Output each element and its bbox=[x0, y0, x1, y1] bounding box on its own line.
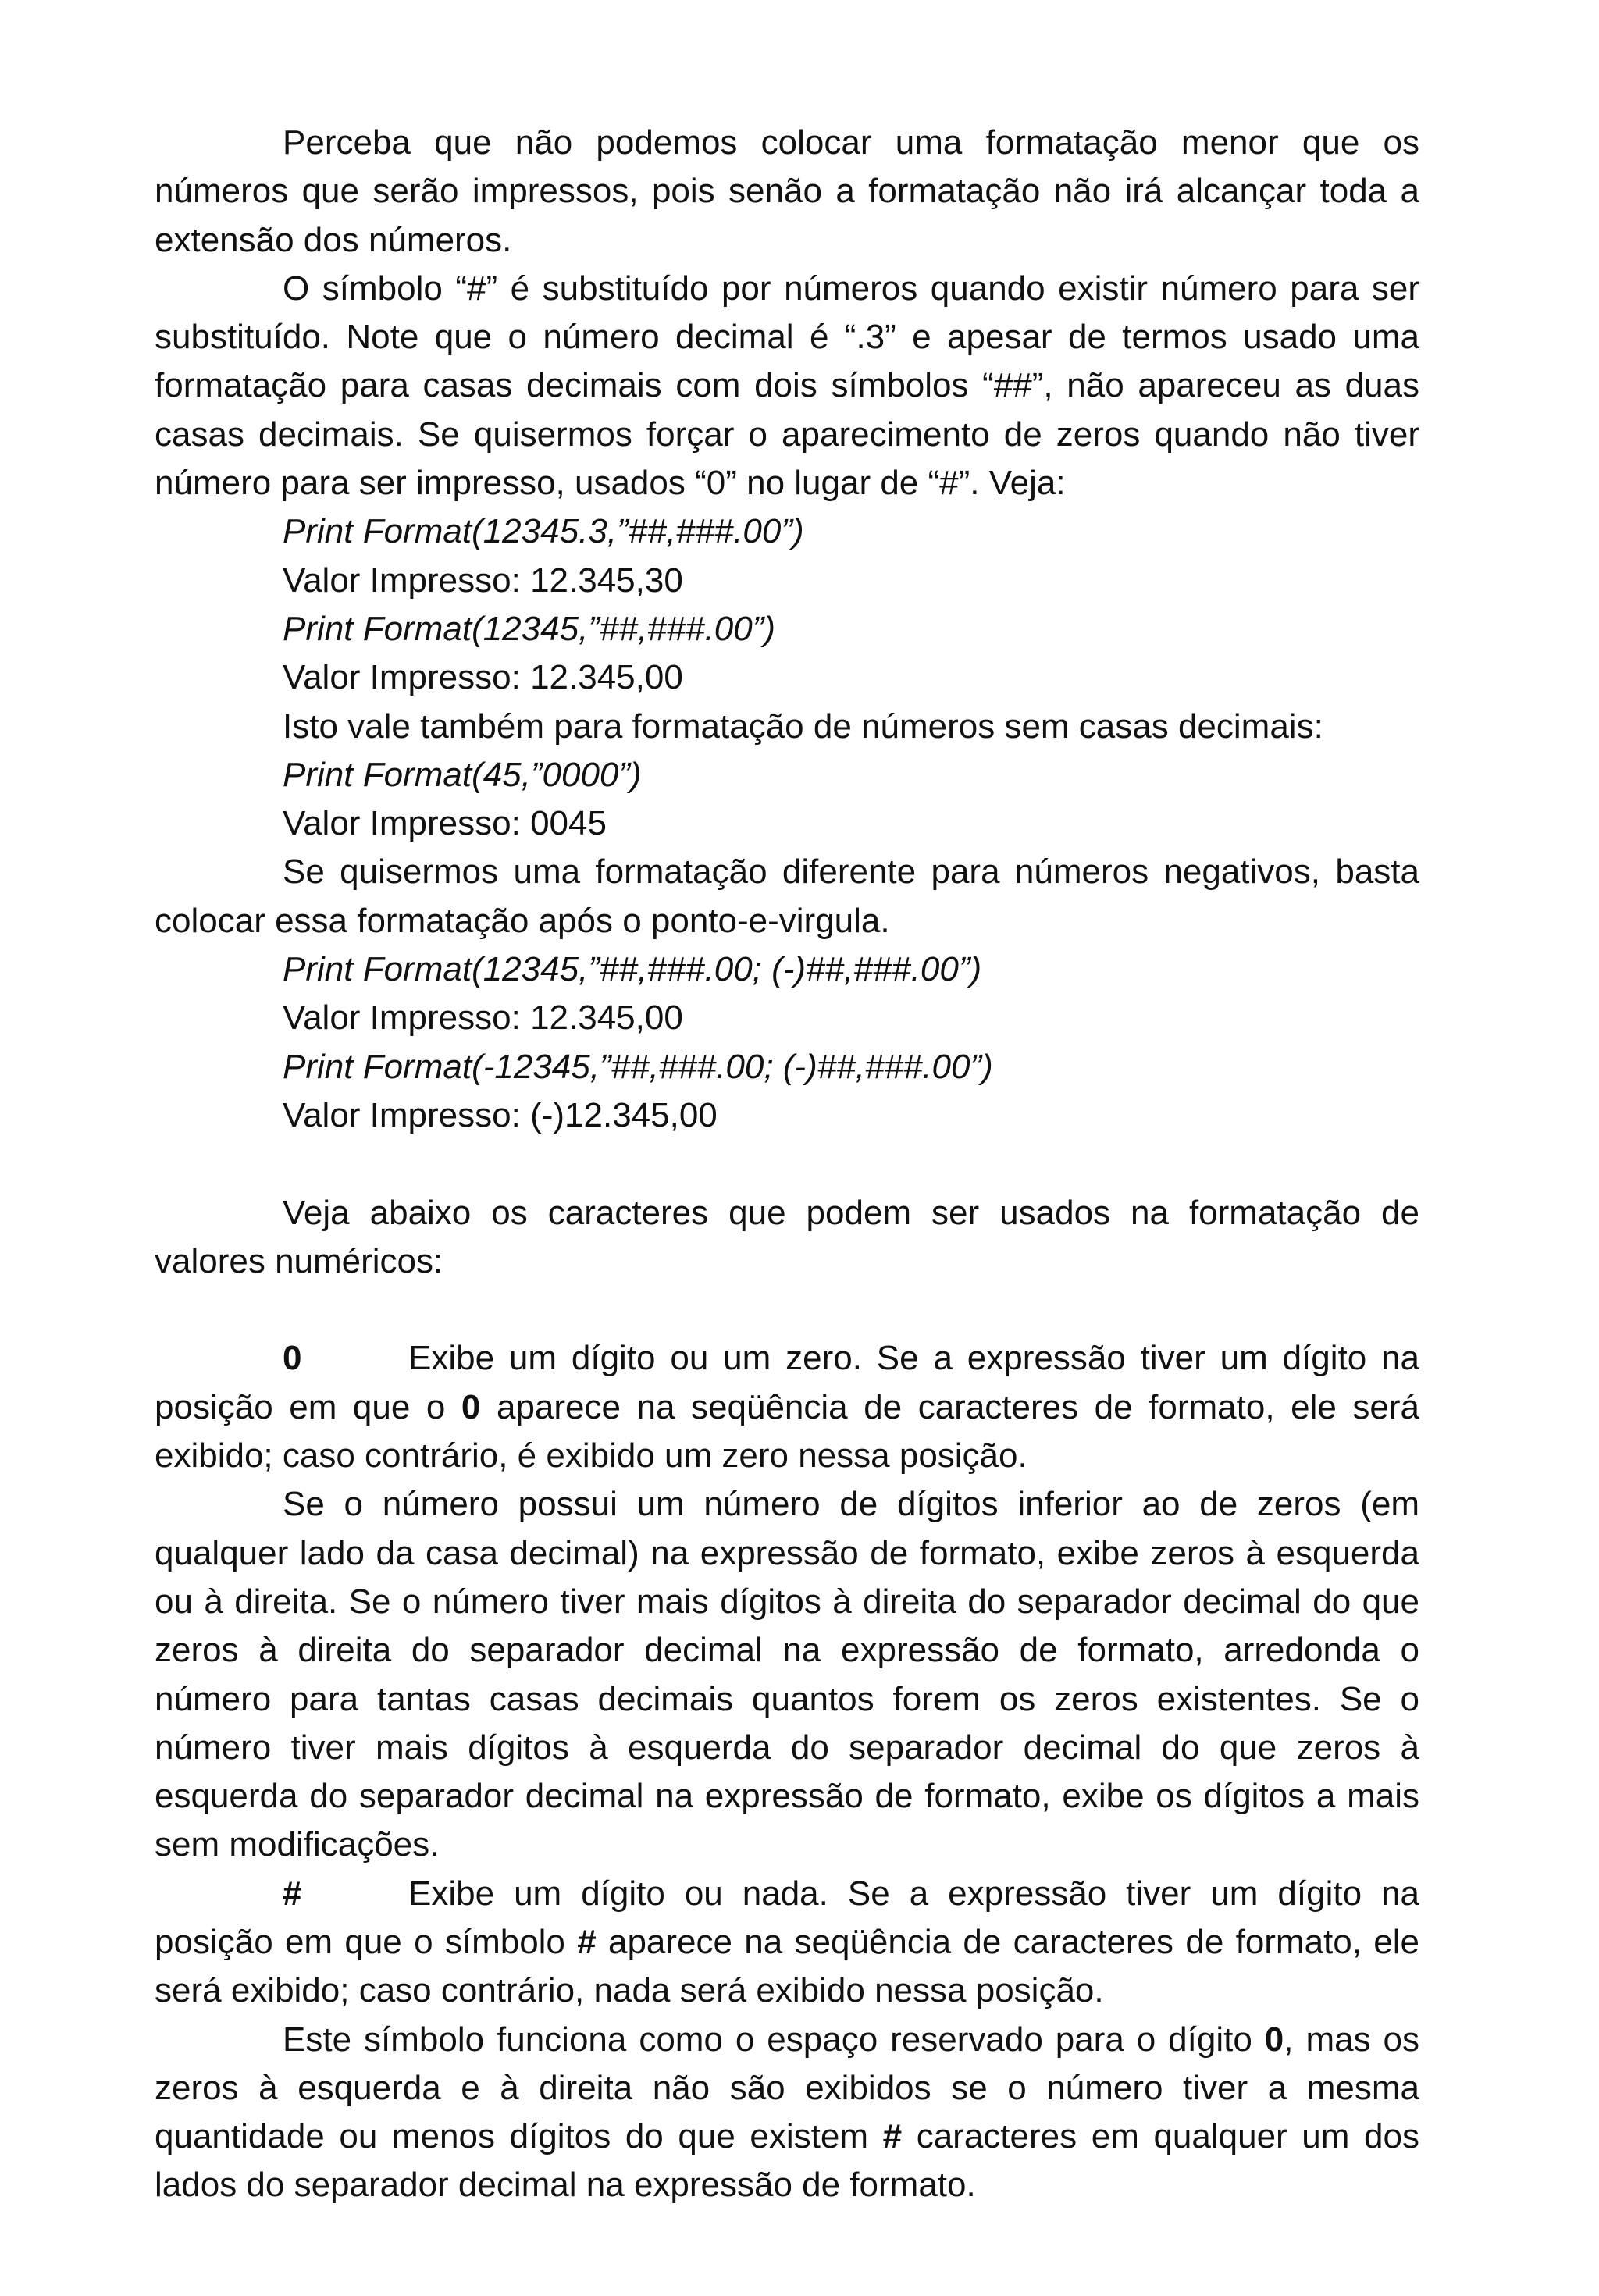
paragraph-hash-detail: Este símbolo funciona como o espaço reservado para o dígito 0, mas os zeros à esquerda e à direita não são exibidos se o número tiver a mesma quantidade ou menos dígitos do que existem # caracteres em qualquer um dos lados do separador decimal na expressão de formato. bbox=[155, 2020, 1419, 2205]
note-integers: Isto vale também para formatação de números sem casas decimais: bbox=[283, 707, 1323, 746]
paragraph-format-size: Perceba que não podemos colocar uma formatação menor que os números que serão impressos, pois senão a formatação não irá alcançar toda a extensão dos números. bbox=[155, 123, 1419, 259]
symbol-hash: # bbox=[283, 1874, 302, 1913]
code-example: Print Format(12345,”##,###.00; (-)##,###.00”) bbox=[283, 950, 982, 989]
example-result: Valor Impresso: 0045 bbox=[283, 804, 607, 843]
code-example: Print Format(12345.3,”##,###.00”) bbox=[283, 512, 804, 551]
paragraph-negative-format: Se quisermos uma formatação diferente para números negativos, basta colocar essa formatação após o ponto-e-virgula. bbox=[155, 853, 1419, 940]
code-example: Print Format(45,”0000”) bbox=[283, 755, 642, 794]
example-result: Valor Impresso: 12.345,30 bbox=[283, 561, 683, 600]
example-result: Valor Impresso: 12.345,00 bbox=[283, 658, 683, 697]
spacer bbox=[155, 1140, 1419, 1188]
definition-hash: # Exibe um dígito ou nada. Se a expressão tiver um dígito na posição em que o símbolo # aparece na seqüência de caracteres de formato, ele será exibido; caso contrário, nada será exibido nessa posição. bbox=[155, 1870, 1419, 2016]
definition-zero: 0 Exibe um dígito ou um zero. Se a expressão tiver um dígito na posição em que o 0 aparece na seqüência de caracteres de formato, ele será exibido; caso contrário, é exibido um zero nessa posição. bbox=[155, 1334, 1419, 1480]
paragraph-intro-characters: Veja abaixo os caracteres que podem ser usados na formatação de valores numéricos: bbox=[155, 1193, 1419, 1280]
code-example: Print Format(12345,”##,###.00”) bbox=[283, 609, 775, 648]
example-result: Valor Impresso: (-)12.345,00 bbox=[283, 1095, 718, 1134]
paragraph-zero-detail: Se o número possui um número de dígitos inferior ao de zeros (em qualquer lado da casa decimal) na expressão de formato, exibe zeros à esquerda ou à direita. Se o número tiver mais dígitos à direita do separador decimal do que zeros à direita do separador decimal na expressão de formato, arredonda o número para tantas casas decimais quantos forem os zeros existentes. Se o número tiver mais dígitos à esquerda do separador decimal do que zeros à esquerda do separador decimal na expressão de formato, exibe os dígitos a mais sem modificações. bbox=[155, 1485, 1419, 1864]
code-example: Print Format(-12345,”##,###.00; (-)##,###.00”) bbox=[283, 1047, 993, 1086]
example-result: Valor Impresso: 12.345,00 bbox=[283, 998, 683, 1038]
paragraph-hash-symbol: O símbolo “#” é substituído por números quando existir número para ser substituído. Note que o número decimal é “.3” e apesar de termos usado uma formatação para casas decimais com dois símbolos “##”, não apareceu as duas casas decimais. Se quisermos forçar o aparecimento de zeros quando não tiver número para ser impresso, usados “0” no lugar de “#”. Veja: bbox=[155, 269, 1419, 503]
spacer bbox=[155, 1286, 1419, 1334]
document-page bbox=[155, 119, 1419, 2210]
symbol-zero: 0 bbox=[283, 1339, 302, 1378]
